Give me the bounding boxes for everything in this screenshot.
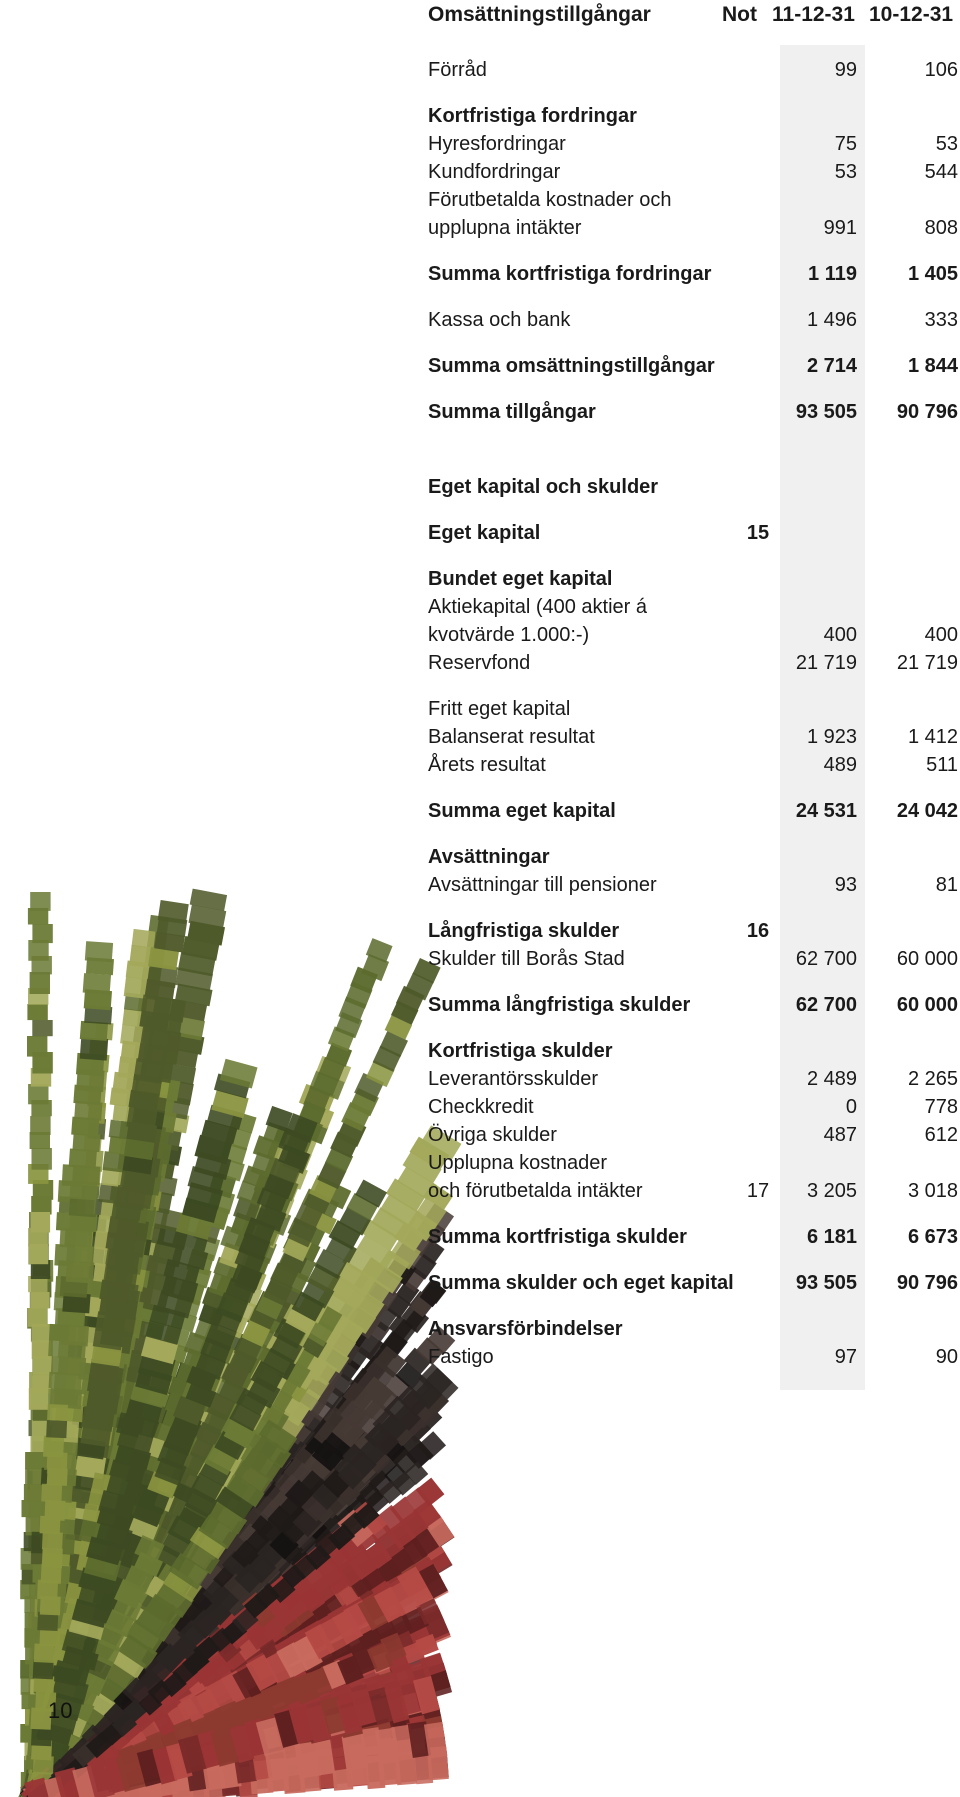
table-row [428,352,960,380]
artwork-pixel [61,1324,89,1346]
row-value-2011: 1 923 [806,726,857,748]
row-value-2011: 62 700 [795,948,857,970]
artwork-pixel [158,900,189,924]
table-row [428,130,960,158]
row-value-2010: 60 000 [896,948,958,970]
artwork-pixel [42,1532,63,1550]
row-label: Övriga skulder [428,1124,557,1146]
table-row [428,797,960,825]
row-label: och förutbetalda intäkter [428,1180,643,1202]
year-2010-column-header: 10-12-31 [869,3,954,26]
row-value-2010: 1 405 [907,263,958,285]
row-value-2011: 489 [823,754,857,776]
row-label: Summa omsättningstillgångar [428,355,715,377]
table-row [428,945,960,973]
table-row [428,1037,960,1065]
table-row [428,473,960,501]
row-label: Summa kortfristiga fordringar [428,263,712,285]
artwork-pixel [30,1292,49,1308]
artwork-pixel [47,1468,68,1486]
row-label: Hyresfordringar [428,133,566,155]
row-label: Skulder till Borås Stad [428,948,625,970]
table-row [428,1065,960,1093]
artwork-pixel [47,1404,68,1421]
artwork-pixel [34,1644,55,1663]
table-row [428,565,960,593]
artwork-pixel [46,1420,67,1438]
row-value-2010: 2 265 [907,1068,958,1090]
row-value-2010: 3 018 [907,1180,958,1202]
table-row [428,1269,960,1297]
artwork-pixel [28,940,48,961]
artwork-pixel [66,1261,94,1284]
row-label: Checkkredit [428,1096,534,1118]
row-value-2011: 93 505 [795,401,857,423]
artwork-pixel [132,929,156,949]
row-value-2010: 24 042 [896,800,958,822]
artwork-pixel [32,1148,52,1170]
year-2011-column-header: 11-12-31 [772,3,855,26]
row-label: Upplupna kostnader [428,1152,608,1174]
table-row [428,56,960,84]
table-row [428,1343,960,1371]
row-value-2011: 991 [823,217,857,239]
table-row [428,306,960,334]
row-value-2010: 81 [935,874,958,896]
row-value-2011: 24 531 [795,800,857,822]
row-note: 16 [746,920,770,942]
row-label: Bundet eget kapital [428,568,613,590]
row-label: Ansvarsförbindelser [428,1318,623,1340]
row-value-2010: 90 796 [896,1272,958,1294]
row-value-2010: 21 719 [896,652,958,674]
row-value-2011: 53 [834,161,857,183]
row-label: Balanserat resultat [428,726,595,748]
row-value-2010: 106 [924,59,958,81]
artwork-pixel [31,1212,50,1233]
row-note: 15 [746,522,770,544]
row-value-2011: 93 505 [795,1272,857,1294]
row-label: Långfristiga skulder [428,920,620,942]
row-value-2010: 333 [924,309,958,331]
row-value-2011: 0 [845,1096,857,1118]
table-header [428,0,960,30]
table-row [428,214,960,242]
row-value-2010: 6 673 [907,1226,958,1248]
row-label: Förråd [428,59,487,81]
artwork-pixel [66,1245,94,1264]
table-row [428,1315,960,1343]
table-row [428,519,960,547]
table-row [428,723,960,751]
row-value-2010: 612 [924,1124,958,1146]
table-row [428,991,960,1019]
row-label: Eget kapital och skulder [428,476,659,498]
table-row [428,186,960,214]
row-value-2011: 21 719 [795,652,857,674]
row-value-2010: 90 796 [896,401,958,423]
row-value-2011: 97 [834,1346,857,1368]
artwork-pixel [32,1324,51,1343]
row-label: Aktiekapital (400 aktier á [428,596,648,618]
row-label: Avsättningar till pensioner [428,874,657,896]
table-row [428,158,960,186]
table-row [428,1223,960,1251]
row-value-2010: 53 [935,133,958,155]
artwork-pixel [30,972,50,994]
row-label: Eget kapital [428,522,541,544]
row-label: Summa skulder och eget kapital [428,1272,734,1294]
row-value-2010: 808 [924,217,958,239]
table-row [428,260,960,288]
row-label: Summa tillgångar [428,401,596,423]
row-value-2011: 99 [834,59,857,81]
row-value-2011: 75 [834,133,857,155]
table-row [428,695,960,723]
row-label: Kortfristiga skulder [428,1040,613,1062]
row-value-2011: 62 700 [795,994,857,1016]
page-number: 10 [48,1698,73,1723]
row-label: Fritt eget kapital [428,698,571,720]
artwork-pixel [83,973,111,994]
row-label: Summa eget kapital [428,800,616,822]
row-label: Årets resultat [428,754,546,776]
table-row [428,398,960,426]
row-label: Kortfristiga fordringar [428,105,637,127]
artwork-pixel [32,924,52,943]
row-value-2011: 1 119 [808,263,857,285]
note-column-header: Not [722,3,757,26]
section-title: Omsättningstillgångar [428,3,651,26]
row-value-2010: 778 [924,1096,958,1118]
row-label: Fastigo [428,1346,494,1368]
row-value-2011: 3 205 [806,1180,857,1202]
artwork-pixel [44,1500,65,1521]
row-label: upplupna intäkter [428,217,582,239]
row-value-2010: 400 [924,624,958,646]
artwork-pixel [32,1020,52,1036]
row-label: Summa kortfristiga skulder [428,1226,687,1248]
artwork-pixel [41,1484,62,1502]
artwork-pixel [30,1116,50,1135]
row-label: kvotvärde 1.000:-) [428,624,590,646]
artwork-pixel [85,941,113,962]
table-row [428,917,960,945]
row-value-2010: 60 000 [896,994,958,1016]
artwork-pixel [43,1436,64,1458]
artwork-pixel [32,1340,51,1359]
row-label: Summa långfristiga skulder [428,994,691,1016]
row-value-2011: 400 [823,624,857,646]
artwork-pixel [42,1548,63,1568]
row-value-2011: 487 [823,1124,857,1146]
row-label: Reservfond [428,652,531,674]
artwork-pixel [28,1084,48,1104]
row-value-2010: 1 412 [907,726,958,748]
table-row [428,751,960,779]
row-label: Avsättningar [428,846,550,868]
table-row [428,1149,960,1177]
table-row [428,1093,960,1121]
artwork-pixel [29,1388,48,1410]
artwork-pixel [27,1036,47,1057]
table-row [428,843,960,871]
table-row [428,621,960,649]
artwork-pixel [28,1308,47,1327]
row-label: Leverantörsskulder [428,1068,599,1090]
row-value-2011: 93 [834,874,857,896]
row-value-2011: 6 181 [806,1226,857,1248]
row-value-2010: 511 [926,754,958,776]
row-label: Förutbetalda kostnader och [428,189,672,211]
row-value-2010: 1 844 [907,355,958,377]
row-label: Kassa och bank [428,309,571,331]
table-row [428,593,960,621]
table-row [428,1121,960,1149]
row-value-2011: 2 489 [806,1068,857,1090]
table-row [428,649,960,677]
row-value-2010: 90 [935,1346,958,1368]
table-row [428,102,960,130]
artwork-pixel [27,1004,47,1020]
table-row [428,1177,960,1205]
row-label: Kundfordringar [428,161,561,183]
row-value-2011: 1 496 [806,309,857,331]
table-row [428,871,960,899]
artwork-pixel [30,892,50,911]
row-value-2011: 2 714 [806,355,857,377]
row-note: 17 [746,1180,770,1202]
row-value-2010: 544 [924,161,958,183]
